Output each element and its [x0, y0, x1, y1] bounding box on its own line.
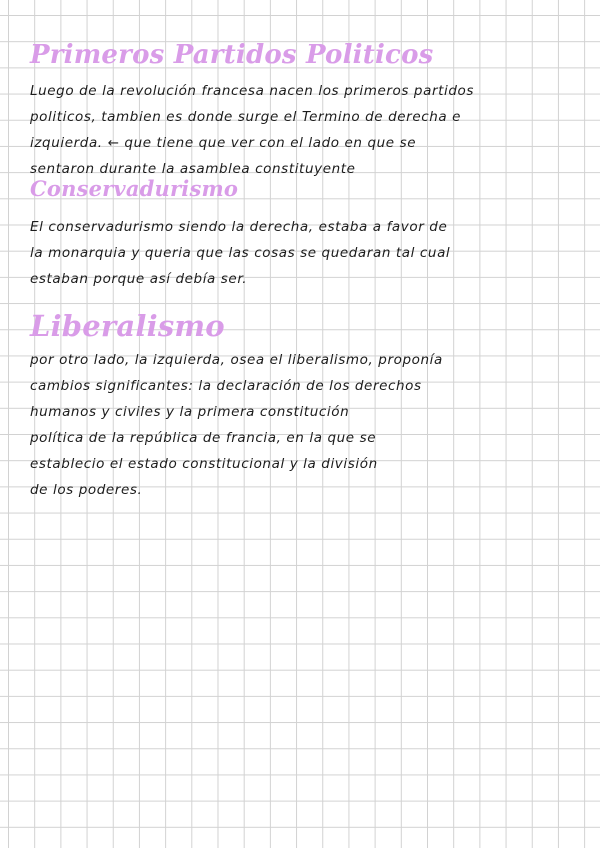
paragraph-line: El conservadurismo siendo la derecha, estaba a favor de [30, 219, 448, 235]
section-heading-liberalismo: Liberalismo [30, 309, 225, 343]
paragraph-line: estaban porque así debía ser. [30, 271, 248, 287]
section-heading-conservadurismo: Conservadurismo [30, 176, 239, 201]
paragraph-line: de los poderes. [30, 482, 143, 498]
paragraph-line: por otro lado, la izquierda, osea el liberalismo, proponía [30, 352, 443, 368]
intro-paragraph [30, 78, 590, 182]
paragraph-line: política de la república de francia, en la que se [30, 430, 377, 446]
intro-line: sentaron durante la asamblea constituyente [30, 161, 356, 177]
liberalismo-paragraph [30, 347, 590, 503]
conservadurismo-paragraph [30, 214, 590, 292]
paragraph-line: humanos y civiles y la primera constitución [30, 404, 350, 420]
paragraph-line: cambios significantes: la declaración de los derechos [30, 378, 422, 394]
paragraph-line: la monarquia y queria que las cosas se quedaran tal cual [30, 245, 451, 261]
intro-line: politicos, tambien es donde surge el Termino de derecha e [30, 109, 462, 125]
page-title: Primeros Partidos Politicos [30, 40, 434, 70]
intro-line: izquierda. ← que tiene que ver con el lado en que se [30, 135, 417, 151]
paragraph-line: establecio el estado constitucional y la división [30, 456, 378, 472]
intro-line: Luego de la revolución francesa nacen los primeros partidos [30, 83, 475, 99]
